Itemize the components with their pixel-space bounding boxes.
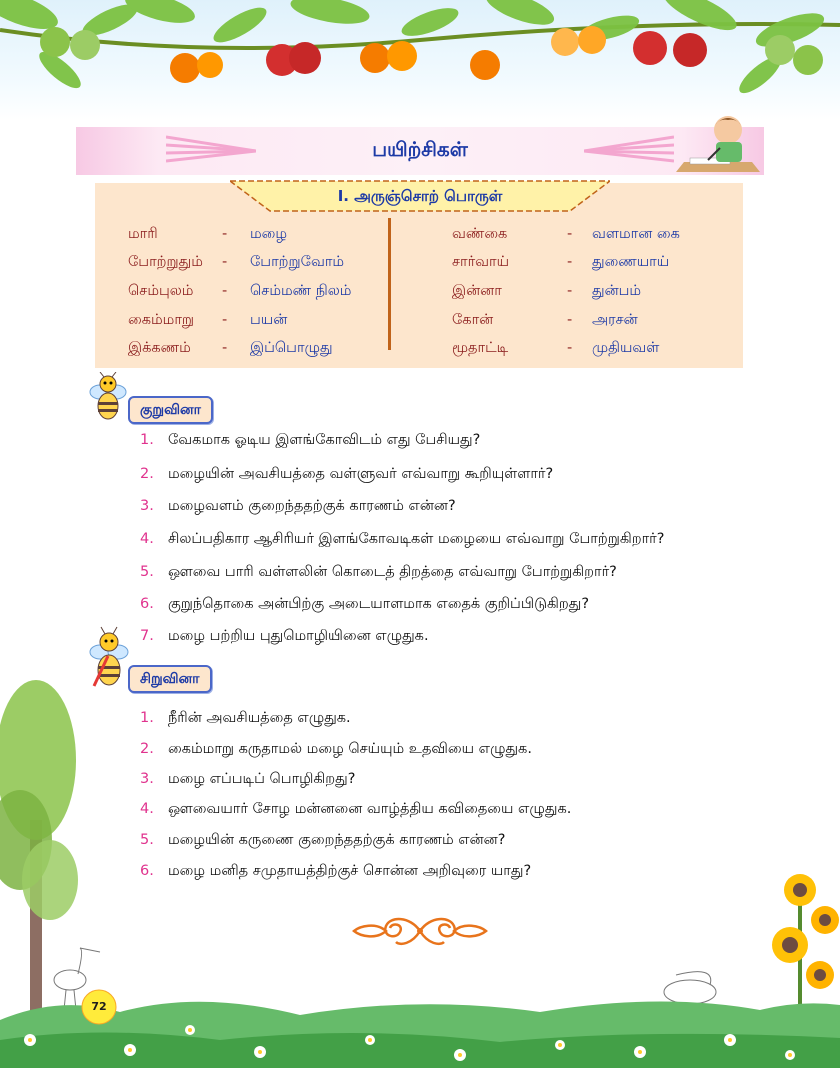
question-number: 4. bbox=[140, 801, 154, 817]
short-questions-label: குறுவினா bbox=[128, 396, 213, 424]
glossary-word: கைம்மாறு bbox=[128, 312, 195, 328]
glossary-word: போற்றுதும் bbox=[128, 254, 203, 270]
glossary-heading: I. அருஞ்சொற் பொருள் bbox=[337, 187, 503, 205]
question-text: ஔவையார் சோழ மன்னனை வாழ்த்திய கவிதையை எழுதுக. bbox=[168, 801, 572, 817]
glossary-row bbox=[0, 226, 840, 248]
question-number: 5. bbox=[140, 564, 154, 580]
glossary-word: செம்புலம் bbox=[128, 283, 194, 299]
glossary-separator: - bbox=[567, 283, 573, 299]
question-number: 1. bbox=[140, 432, 154, 448]
glossary-separator: - bbox=[222, 254, 228, 270]
student-writing-illustration bbox=[672, 108, 764, 178]
question-number: 4. bbox=[140, 531, 154, 547]
glossary-word: மூதாட்டி bbox=[452, 340, 509, 356]
glossary-separator: - bbox=[222, 340, 228, 356]
fan-decoration-icon bbox=[584, 133, 674, 169]
question-text: குறுந்தொகை அன்பிற்கு அடையாளமாக எதைக் குறிப்பிடுகிறது? bbox=[168, 596, 590, 612]
glossary-row bbox=[0, 312, 840, 334]
glossary-separator: - bbox=[222, 226, 228, 242]
question-number: 7. bbox=[140, 628, 154, 644]
glossary-meaning: முதியவள் bbox=[592, 340, 660, 356]
question-text: மழையின் அவசியத்தை வள்ளுவர் எவ்வாறு கூறியுள்ளார்? bbox=[168, 466, 554, 482]
glossary-word: வண்கை bbox=[452, 226, 508, 242]
glossary-separator: - bbox=[567, 226, 573, 242]
question-number: 2. bbox=[140, 466, 154, 482]
tree-illustration bbox=[0, 680, 78, 1020]
question-text: வேகமாக ஓடிய இளங்கோவிடம் எது பேசியது? bbox=[168, 432, 481, 448]
brief-questions-label: சிறுவினா bbox=[128, 665, 212, 693]
question-number: 5. bbox=[140, 832, 154, 848]
question-number: 3. bbox=[140, 498, 154, 514]
title-banner bbox=[76, 127, 764, 175]
question-text: மழை மனித சமுதாயத்திற்குச் சொன்ன அறிவுரை யாது? bbox=[168, 863, 532, 879]
glossary-separator: - bbox=[567, 312, 573, 328]
page-title: பயிற்சிகள் bbox=[372, 137, 468, 161]
glossary-meaning: போற்றுவோம் bbox=[250, 254, 345, 270]
glossary-meaning: துன்பம் bbox=[592, 283, 642, 299]
bee-mascot-icon bbox=[86, 372, 130, 422]
question-number: 6. bbox=[140, 863, 154, 879]
glossary-word: மாரி bbox=[128, 226, 158, 242]
glossary-separator: - bbox=[567, 340, 573, 356]
glossary-separator: - bbox=[567, 254, 573, 270]
fruit-branch-decoration bbox=[0, 0, 840, 110]
question-number: 2. bbox=[140, 741, 154, 757]
glossary-meaning: துணையாய் bbox=[592, 254, 670, 270]
glossary-word: சார்வாய் bbox=[452, 254, 510, 270]
question-number: 3. bbox=[140, 771, 154, 787]
glossary-word: கோன் bbox=[452, 312, 494, 328]
glossary-meaning: செம்மண் நிலம் bbox=[250, 283, 352, 299]
glossary-separator: - bbox=[222, 283, 228, 299]
question-text: மழை எப்படிப் பொழிகிறது? bbox=[168, 771, 356, 787]
question-text: கைம்மாறு கருதாமல் மழை செய்யும் உதவியை எழுதுக. bbox=[168, 741, 532, 757]
glossary-meaning: வளமான கை bbox=[592, 226, 680, 242]
glossary-meaning: மழை bbox=[250, 226, 288, 242]
glossary-separator: - bbox=[222, 312, 228, 328]
question-text: நீரின் அவசியத்தை எழுதுக. bbox=[168, 710, 351, 726]
glossary-word: இக்கணம் bbox=[128, 340, 191, 356]
question-text: சிலப்பதிகார ஆசிரியர் இளங்கோவடிகள் மழையை எவ்வாறு போற்றுகிறார்? bbox=[168, 531, 665, 547]
question-number: 6. bbox=[140, 596, 154, 612]
question-text: மழைவளம் குறைந்ததற்குக் காரணம் என்ன? bbox=[168, 498, 456, 514]
glossary-meaning: அரசன் bbox=[592, 312, 638, 328]
glossary-row bbox=[0, 340, 840, 362]
grass-flowers-decoration bbox=[0, 660, 840, 1068]
glossary-row bbox=[0, 283, 840, 305]
page-number: 72 bbox=[91, 1000, 107, 1013]
question-number: 1. bbox=[140, 710, 154, 726]
question-text: மழை பற்றிய புதுமொழியினை எழுதுக. bbox=[168, 628, 429, 644]
question-text: மழையின் கருணை குறைந்ததற்குக் காரணம் என்ன? bbox=[168, 832, 506, 848]
question-text: ஔவை பாரி வள்ளலின் கொடைத் திறத்தை எவ்வாறு போற்றுகிறார்? bbox=[168, 564, 617, 580]
glossary-meaning: பயன் bbox=[250, 312, 288, 328]
glossary-row bbox=[0, 254, 840, 276]
glossary-meaning: இப்பொழுது bbox=[250, 340, 333, 356]
glossary-word: இன்னா bbox=[452, 283, 502, 299]
